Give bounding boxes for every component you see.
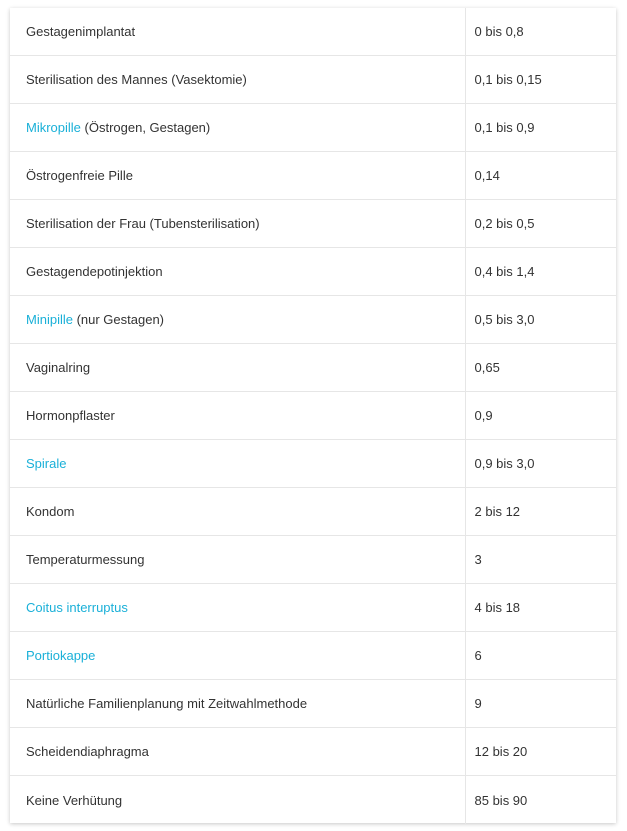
table-row — [10, 296, 616, 344]
table-row — [10, 776, 616, 825]
method-cell — [10, 584, 465, 632]
pearl-index-value: 0,1 bis 0,9 — [465, 104, 616, 152]
method-text: Gestagendepotinjektion — [26, 264, 163, 279]
method-cell — [10, 344, 465, 392]
pearl-index-value: 0,4 bis 1,4 — [465, 248, 616, 296]
pearl-index-value: 0,9 — [465, 392, 616, 440]
method-text: Gestagenimplantat — [26, 24, 136, 39]
method-cell — [10, 296, 465, 344]
pearl-index-value: 4 bis 18 — [465, 584, 616, 632]
method-link[interactable]: Minipille — [26, 312, 73, 327]
table-body — [10, 8, 616, 824]
method-link[interactable]: Mikropille — [26, 120, 81, 135]
table-row — [10, 8, 616, 56]
table-row — [10, 584, 616, 632]
table-row — [10, 392, 616, 440]
table-row — [10, 200, 616, 248]
pearl-index-value: 0,5 bis 3,0 — [465, 296, 616, 344]
method-cell — [10, 680, 465, 728]
method-cell — [10, 776, 465, 825]
table-row — [10, 104, 616, 152]
pearl-index-value: 3 — [465, 536, 616, 584]
method-text: Kondom — [26, 504, 75, 519]
method-cell — [10, 392, 465, 440]
method-text: (nur Gestagen) — [72, 312, 165, 327]
method-text: (Östrogen, Gestagen) — [80, 120, 211, 135]
method-text: Scheidendiaphragma — [26, 744, 149, 759]
table-row — [10, 344, 616, 392]
method-text: Östrogenfreie Pille — [26, 168, 133, 183]
pearl-index-value: 9 — [465, 680, 616, 728]
method-text: Sterilisation der Frau (Tubensterilisation) — [26, 216, 260, 231]
method-cell — [10, 56, 465, 104]
method-text: Keine Verhütung — [26, 792, 123, 808]
method-cell — [10, 152, 465, 200]
method-cell — [10, 632, 465, 680]
pearl-index-table-card — [10, 8, 616, 823]
method-cell — [10, 104, 465, 152]
pearl-index-value: 6 — [465, 632, 616, 680]
table-row — [10, 680, 616, 728]
table-row — [10, 536, 616, 584]
method-cell — [10, 536, 465, 584]
table-row — [10, 488, 616, 536]
method-link[interactable]: Coitus interruptus — [26, 600, 128, 615]
method-text: Natürliche Familienplanung mit Zeitwahlmethode — [26, 696, 308, 711]
method-cell — [10, 440, 465, 488]
method-text: Hormonpflaster — [26, 408, 115, 423]
method-text: Vaginalring — [26, 360, 91, 375]
table-row — [10, 632, 616, 680]
pearl-index-value: 0,14 — [465, 152, 616, 200]
table-row — [10, 152, 616, 200]
pearl-index-value: 0,65 — [465, 344, 616, 392]
method-cell — [10, 8, 465, 56]
method-cell — [10, 488, 465, 536]
pearl-index-value: 2 bis 12 — [465, 488, 616, 536]
pearl-index-value: 0 bis 0,8 — [465, 8, 616, 56]
table-row — [10, 248, 616, 296]
method-cell — [10, 200, 465, 248]
method-cell — [10, 728, 465, 776]
table-row — [10, 440, 616, 488]
table-row — [10, 56, 616, 104]
method-cell — [10, 248, 465, 296]
pearl-index-value: 12 bis 20 — [465, 728, 616, 776]
method-link[interactable]: Portiokappe — [26, 648, 96, 663]
contraception-table — [10, 8, 616, 824]
pearl-index-value: 0,9 bis 3,0 — [465, 440, 616, 488]
method-link[interactable]: Spirale — [26, 456, 67, 471]
pearl-index-value: 85 bis 90 — [465, 776, 616, 825]
method-text: Sterilisation des Mannes (Vasektomie) — [26, 72, 247, 87]
table-row — [10, 728, 616, 776]
pearl-index-value: 0,1 bis 0,15 — [465, 56, 616, 104]
pearl-index-value: 0,2 bis 0,5 — [465, 200, 616, 248]
method-text: Temperaturmessung — [26, 552, 145, 567]
